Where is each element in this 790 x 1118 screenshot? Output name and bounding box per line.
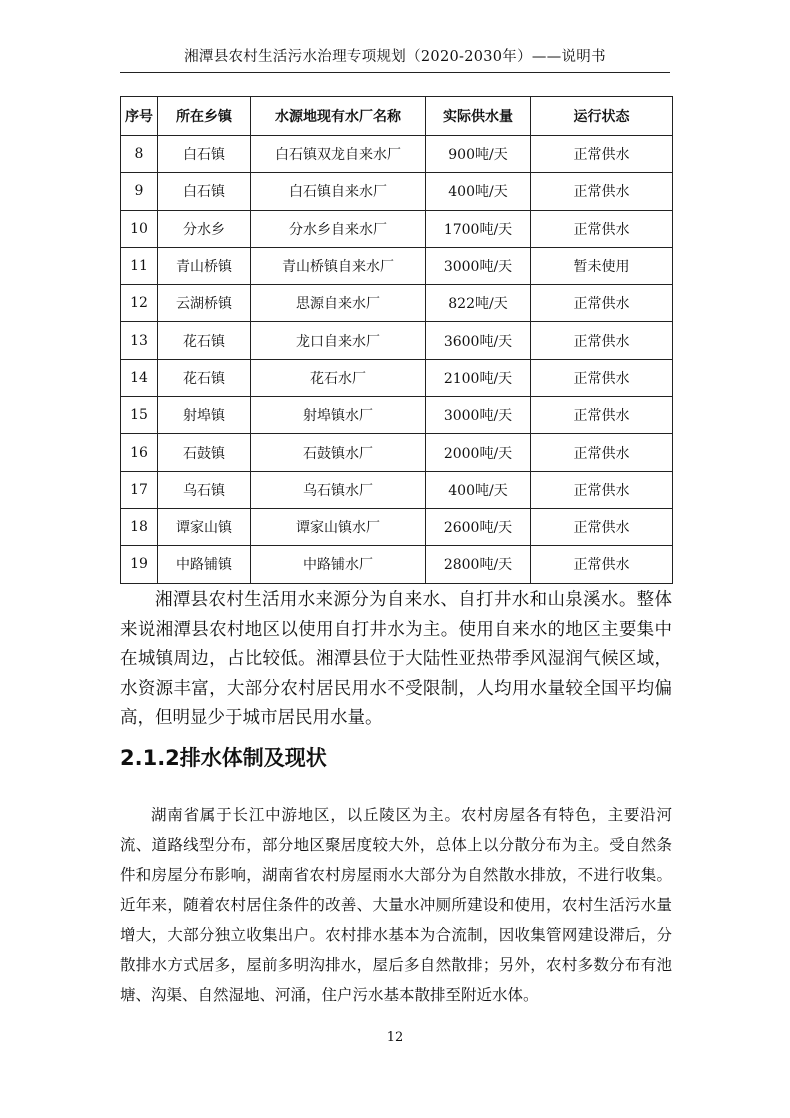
table-row xyxy=(121,546,673,583)
table-cell: 17 xyxy=(121,471,158,508)
table-cell: 9 xyxy=(121,173,158,210)
table-cell: 14 xyxy=(121,359,158,396)
table-cell: 谭家山镇 xyxy=(158,508,251,545)
section-heading: 2.1.2排水体制及现状 xyxy=(120,746,327,770)
table-cell: 花石镇 xyxy=(158,322,251,359)
table-row xyxy=(121,322,673,359)
table-cell: 3000吨/天 xyxy=(426,397,531,434)
table-cell: 19 xyxy=(121,546,158,583)
table-cell: 石鼓镇 xyxy=(158,434,251,471)
water-plant-table xyxy=(120,96,673,584)
table-cell: 射埠镇 xyxy=(158,397,251,434)
table-cell: 正常供水 xyxy=(531,136,673,173)
table-cell: 正常供水 xyxy=(531,285,673,322)
table-cell: 1700吨/天 xyxy=(426,210,531,247)
table-cell: 正常供水 xyxy=(531,210,673,247)
table-row xyxy=(121,434,673,471)
column-header-town: 所在乡镇 xyxy=(158,97,251,136)
table-cell: 谭家山镇水厂 xyxy=(251,508,426,545)
table-cell: 云湖桥镇 xyxy=(158,285,251,322)
table-cell: 2100吨/天 xyxy=(426,359,531,396)
table-cell: 正常供水 xyxy=(531,546,673,583)
table-cell: 2800吨/天 xyxy=(426,546,531,583)
page-number: 12 xyxy=(386,1030,404,1045)
column-header-index: 序号 xyxy=(121,97,158,136)
table-cell: 中路铺镇 xyxy=(158,546,251,583)
table-cell: 乌石镇水厂 xyxy=(251,471,426,508)
table-cell: 正常供水 xyxy=(531,173,673,210)
table-cell: 正常供水 xyxy=(531,359,673,396)
table-cell: 暂未使用 xyxy=(531,247,673,284)
table-row xyxy=(121,471,673,508)
table-cell: 白石镇自来水厂 xyxy=(251,173,426,210)
header-rule xyxy=(120,72,670,73)
table-cell: 乌石镇 xyxy=(158,471,251,508)
table-cell: 分水乡 xyxy=(158,210,251,247)
table-cell: 花石镇 xyxy=(158,359,251,396)
table-cell: 400吨/天 xyxy=(426,471,531,508)
column-header-supply: 实际供水量 xyxy=(426,97,531,136)
table-cell: 400吨/天 xyxy=(426,173,531,210)
table-header-row xyxy=(121,97,673,136)
table-row xyxy=(121,136,673,173)
paragraph-drainage: 湖南省属于长江中游地区，以丘陵区为主。农村房屋各有特色，主要沿河流、道路线型分布，部分地区聚居度较大外，总体上以分散分布为主。受自然条件和房屋分布影响，湖南省农村房屋雨水大部分为自然散水排放，不进行收集。近年来，随着农村居住条件的改善、大量水冲厕所建设和使用，农村生活污水量增大，大部分独立收集出户。农村排水基本为合流制，因收集管网建设滞后，分散排水方式居多，屋前多明沟排水，屋后多自然散排；另外，农村多数分布有池塘、沟渠、自然湿地、河涌，住户污水基本散排至附近水体。 xyxy=(120,806,672,1004)
table-cell: 12 xyxy=(121,285,158,322)
table-row xyxy=(121,210,673,247)
paragraph-water-source: 湘潭县农村生活用水来源分为自来水、自打井水和山泉溪水。整体来说湘潭县农村地区以使用自打井水为主。使用自来水的地区主要集中在城镇周边，占比较低。湘潭县位于大陆性亚热带季风湿润气候区域，水资源丰富，大部分农村居民用水不受限制，人均用水量较全国平均偏高，但明显少于城市居民用水量。 xyxy=(120,590,672,728)
table-cell: 13 xyxy=(121,322,158,359)
table-cell: 2600吨/天 xyxy=(426,508,531,545)
table-cell: 分水乡自来水厂 xyxy=(251,210,426,247)
table-row xyxy=(121,173,673,210)
table-row xyxy=(121,397,673,434)
table-cell: 822吨/天 xyxy=(426,285,531,322)
table-cell: 正常供水 xyxy=(531,322,673,359)
table-cell: 中路铺水厂 xyxy=(251,546,426,583)
table-cell: 3000吨/天 xyxy=(426,247,531,284)
column-header-status: 运行状态 xyxy=(531,97,673,136)
table-cell: 10 xyxy=(121,210,158,247)
page-header: 湘潭县农村生活污水治理专项规划（2020-2030年）——说明书 xyxy=(184,49,606,65)
table-cell: 龙口自来水厂 xyxy=(251,322,426,359)
table-cell: 花石水厂 xyxy=(251,359,426,396)
table-cell: 石鼓镇水厂 xyxy=(251,434,426,471)
table-row xyxy=(121,285,673,322)
table-cell: 2000吨/天 xyxy=(426,434,531,471)
table-cell: 15 xyxy=(121,397,158,434)
column-header-plant-name: 水源地现有水厂名称 xyxy=(251,97,426,136)
table-row xyxy=(121,359,673,396)
table-row xyxy=(121,247,673,284)
table-cell: 正常供水 xyxy=(531,397,673,434)
table-row xyxy=(121,508,673,545)
table-cell: 16 xyxy=(121,434,158,471)
table-cell: 正常供水 xyxy=(531,434,673,471)
table-cell: 青山桥镇自来水厂 xyxy=(251,247,426,284)
table-cell: 3600吨/天 xyxy=(426,322,531,359)
table-cell: 白石镇双龙自来水厂 xyxy=(251,136,426,173)
table-cell: 900吨/天 xyxy=(426,136,531,173)
table-cell: 18 xyxy=(121,508,158,545)
table-cell: 青山桥镇 xyxy=(158,247,251,284)
table-cell: 白石镇 xyxy=(158,173,251,210)
table-cell: 11 xyxy=(121,247,158,284)
table-cell: 正常供水 xyxy=(531,471,673,508)
table-cell: 思源自来水厂 xyxy=(251,285,426,322)
table-cell: 8 xyxy=(121,136,158,173)
table-cell: 正常供水 xyxy=(531,508,673,545)
table-cell: 射埠镇水厂 xyxy=(251,397,426,434)
table-cell: 白石镇 xyxy=(158,136,251,173)
